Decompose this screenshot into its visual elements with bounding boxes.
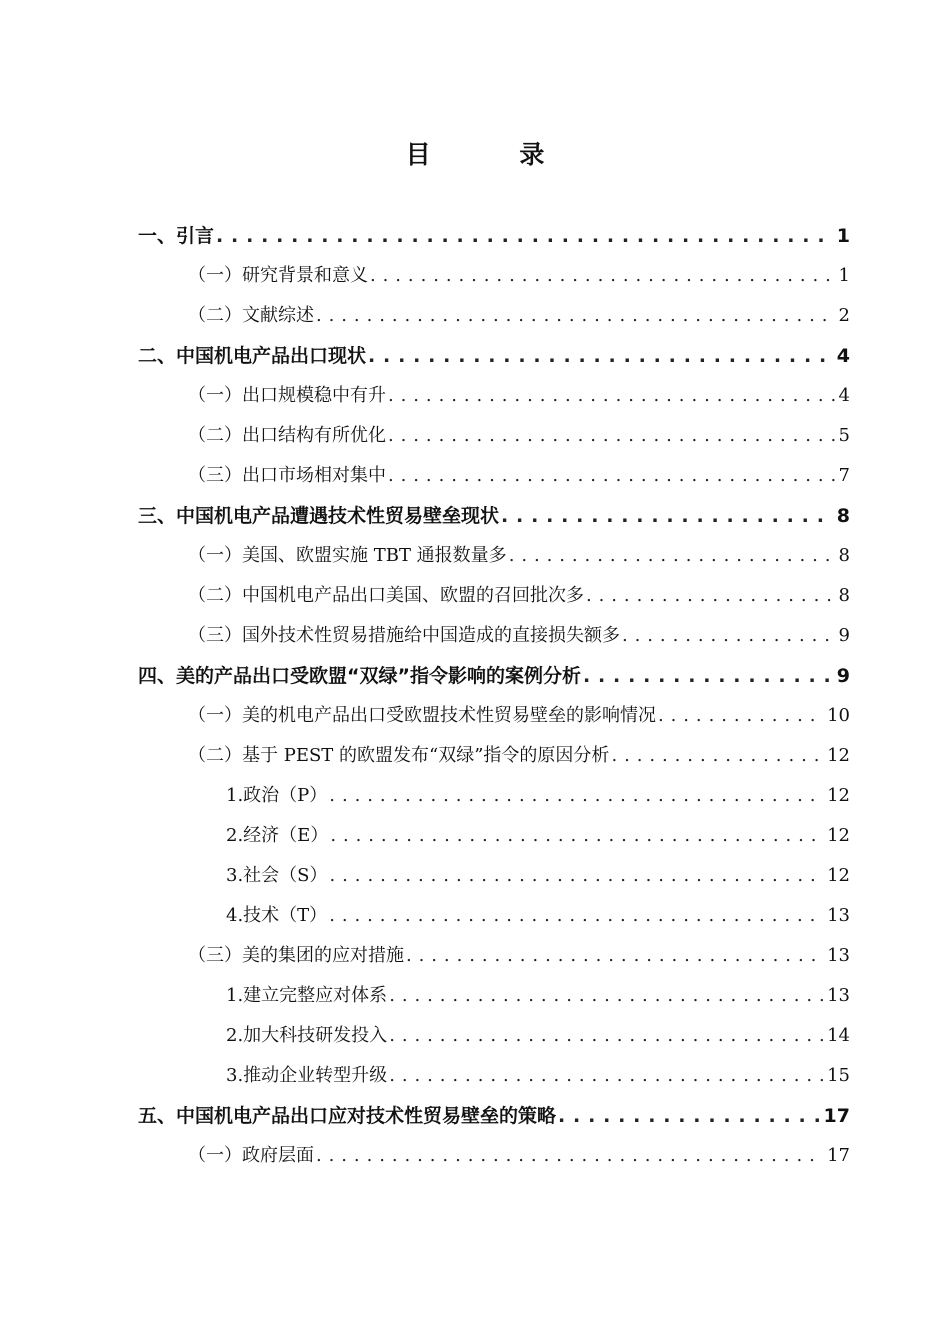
toc-entry-page: 4 [836,345,850,367]
toc-entry[interactable] [188,576,850,616]
toc-entry-title: 三、中国机电产品遭遇技术性贸易壁垒现状 [138,505,500,527]
toc-entry-title: 五、中国机电产品出口应对技术性贸易壁垒的策略 [138,1105,557,1127]
toc-entry-page: 4 [838,385,850,406]
toc-entry-title: 2.经济（E） [226,825,329,846]
toc-entry-title: （一）美的机电产品出口受欧盟技术性贸易壁垒的影响情况 [188,705,656,726]
toc-leader-dots [388,456,835,496]
toc-leader-dots [389,1056,823,1096]
toc-entry-title: 2.加大科技研发投入 [226,1025,388,1046]
toc-leader-dots [389,1016,823,1056]
toc-entry[interactable] [188,256,850,296]
toc-entry-page: 14 [827,1025,850,1046]
toc-entry-page: 9 [836,665,850,687]
toc-entry[interactable] [138,496,850,536]
toc-leader-dots [216,216,833,256]
toc-leader-dots [316,296,835,336]
toc-entry-title: 一、引言 [138,225,215,247]
toc-entry-page: 1 [836,225,850,247]
toc-entry[interactable] [188,696,850,736]
toc-entry[interactable] [188,456,850,496]
toc-entry[interactable] [226,976,850,1016]
toc-entry-page: 10 [827,705,850,726]
toc-entry-page: 12 [827,785,850,806]
toc-leader-dots [388,416,835,456]
toc-entry[interactable] [188,296,850,336]
toc-leader-dots [622,616,835,656]
toc-leader-dots [316,1136,823,1176]
toc-entry-page: 8 [838,585,850,606]
toc-entry-page: 15 [827,1065,850,1086]
toc-leader-dots [388,376,835,416]
toc-leader-dots [329,896,823,936]
toc-leader-dots [558,1096,820,1136]
toc-entry-title: 1.建立完整应对体系 [226,985,388,1006]
toc-entry-page: 12 [827,825,850,846]
toc-leader-dots [330,816,823,856]
toc-leader-dots [658,696,823,736]
toc-entry-page: 12 [827,865,850,886]
toc-entry[interactable] [226,896,850,936]
toc-leader-dots [583,656,833,696]
toc-entry-title: （二）出口结构有所优化 [188,425,386,446]
toc-entry-page: 17 [823,1105,850,1127]
toc-entry-title: （一）政府层面 [188,1145,314,1166]
toc-leader-dots [586,576,835,616]
toc-entry-title: （二）基于 PEST 的欧盟发布“双绿”指令的原因分析 [188,745,610,766]
toc-entry-page: 5 [838,425,850,446]
toc-entry-title: （三）国外技术性贸易措施给中国造成的直接损失额多 [188,625,620,646]
toc-entry[interactable] [188,736,850,776]
toc-leader-dots [329,776,823,816]
toc-entry-page: 13 [827,985,850,1006]
toc-entry[interactable] [188,416,850,456]
toc-entry-title: （一）出口规模稳中有升 [188,385,386,406]
toc-entry[interactable] [226,1016,850,1056]
toc-entry[interactable] [226,776,850,816]
toc-entry[interactable] [188,536,850,576]
toc-entry[interactable] [226,1056,850,1096]
toc-entry-title: 3.推动企业转型升级 [226,1065,388,1086]
toc-entry-page: 7 [838,465,850,486]
toc-entry-title: 四、美的产品出口受欧盟“双绿”指令影响的案例分析 [138,665,581,687]
toc-entry-title: 二、中国机电产品出口现状 [138,345,367,367]
toc-entry-page: 17 [827,1145,850,1166]
toc-entry-page: 2 [838,305,850,326]
toc-entry-title: （二）文献综述 [188,305,314,326]
toc-entry-title: （二）中国机电产品出口美国、欧盟的召回批次多 [188,585,584,606]
toc-entry-title: （一）美国、欧盟实施 TBT 通报数量多 [188,545,507,566]
toc-entry[interactable] [138,1096,850,1136]
toc-entry[interactable] [188,616,850,656]
toc-entry[interactable] [138,656,850,696]
toc-entry[interactable] [188,376,850,416]
toc-entry[interactable] [226,856,850,896]
toc-entry-page: 1 [838,265,850,286]
toc-entry-title: （一）研究背景和意义 [188,265,368,286]
toc-entry-page: 13 [827,905,850,926]
toc-entry-page: 8 [838,545,850,566]
toc-leader-dots [330,856,824,896]
toc-entry-title: 3.社会（S） [226,865,328,886]
toc-entry[interactable] [226,816,850,856]
toc-entry-page: 9 [838,625,850,646]
toc-entry-title: （三）美的集团的应对措施 [188,945,404,966]
toc-entry[interactable] [188,1136,850,1176]
toc-entry-title: 4.技术（T） [226,905,328,926]
toc-entry-page: 13 [827,945,850,966]
toc-leader-dots [370,256,835,296]
toc-entry-title: 1.政治（P） [226,785,328,806]
toc-leader-dots [368,336,833,376]
toc-entry-page: 12 [827,745,850,766]
toc-leader-dots [501,496,833,536]
toc-entry[interactable] [138,216,850,256]
toc-entry[interactable] [138,336,850,376]
toc-leader-dots [406,936,823,976]
toc-entry[interactable] [188,936,850,976]
toc-leader-dots [611,736,823,776]
toc-leader-dots [389,976,823,1016]
toc-leader-dots [509,536,835,576]
toc-entry-page: 8 [836,505,850,527]
page-title: 目 录 [405,140,585,169]
toc-entry-title: （三）出口市场相对集中 [188,465,386,486]
